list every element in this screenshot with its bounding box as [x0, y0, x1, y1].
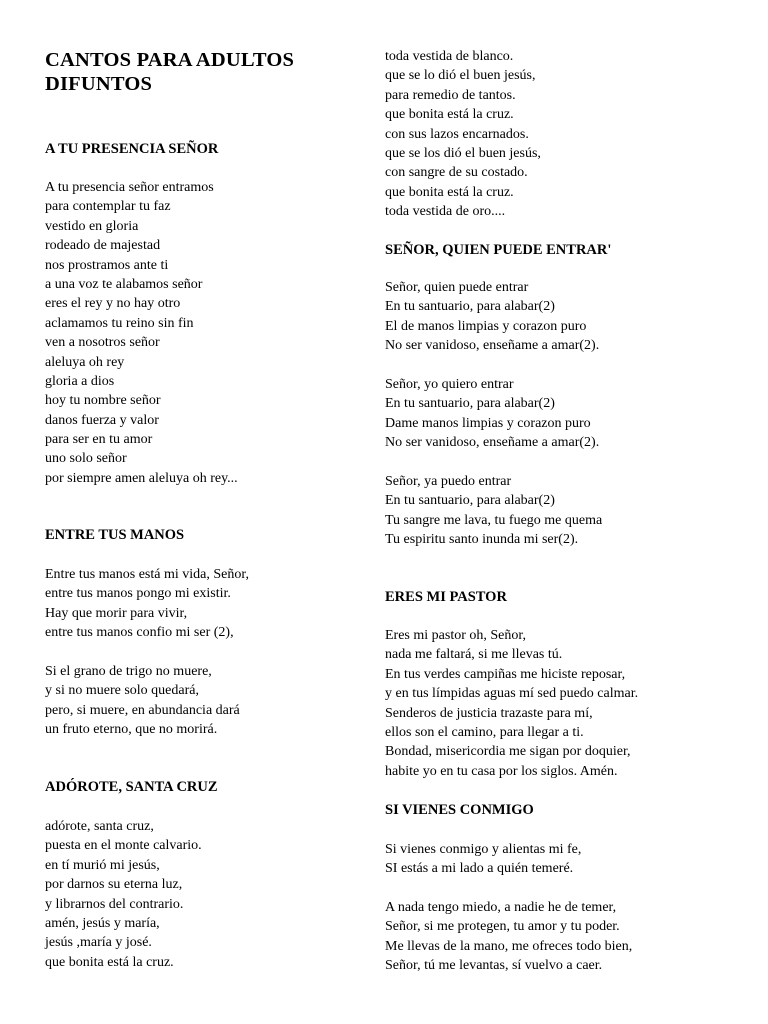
lyric-line: En tus verdes campiñas me hiciste reposar, — [385, 666, 626, 682]
lyric-line: Dame manos limpias y corazon puro — [385, 415, 591, 431]
lyric-line: A nada tengo miedo, a nadie he de temer, — [385, 900, 617, 915]
song-title: ENTRE TUS MANOS — [45, 527, 185, 543]
stanza — [45, 565, 249, 643]
lyric-line: Entre tus manos está mi vida, Señor, — [45, 567, 249, 582]
document-title-line: DIFUNTOS — [45, 73, 153, 95]
lyric-line: Me llevas de la mano, me ofreces todo bien, — [385, 938, 633, 954]
lyric-line: amén, jesús y maría, — [45, 915, 160, 931]
lyric-line: rodeado de majestad — [45, 238, 161, 254]
lyric-line: Si el grano de trigo no muere, — [45, 664, 212, 679]
stanza — [385, 472, 602, 550]
document-title-line: CANTOS PARA ADULTOS — [45, 49, 295, 71]
lyric-line: Señor, yo quiero entrar — [385, 377, 514, 392]
lyric-line: No ser vanidoso, enseñame a amar(2). — [385, 338, 600, 354]
lyric-line: que se lo dió el buen jesús, — [385, 68, 536, 84]
lyric-line: para remedio de tantos. — [385, 87, 516, 103]
song-title: SEÑOR, QUIEN PUEDE ENTRAR' — [385, 242, 612, 258]
lyric-line: En tu santuario, para alabar(2) — [385, 299, 555, 315]
lyric-line: eres el rey y no hay otro — [45, 296, 181, 312]
lyric-line: con sangre de su costado. — [385, 165, 528, 181]
stanza — [385, 840, 581, 879]
stanza — [385, 47, 541, 222]
lyric-line: uno solo señor — [45, 451, 127, 467]
lyric-line: En tu santuario, para alabar(2) — [385, 396, 555, 412]
lyric-line: para contemplar tu faz — [45, 199, 171, 215]
lyric-line: aclamamos tu reino sin fin — [45, 315, 194, 331]
lyric-line: Señor, ya puedo entrar — [385, 474, 512, 489]
lyric-line: para ser en tu amor — [45, 432, 153, 448]
lyric-line: y en tus límpidas aguas mí sed puedo calmar. — [385, 686, 639, 702]
lyric-line: toda vestida de oro.... — [385, 204, 506, 220]
lyric-line: gloria a dios — [45, 373, 115, 389]
lyric-line: habite yo en tu casa por los siglos. Amén. — [385, 763, 618, 779]
lyric-line: ven a nosotros señor — [45, 335, 160, 351]
lyric-line: puesta en el monte calvario. — [45, 838, 202, 854]
song-title: ADÓROTE, SANTA CRUZ — [45, 779, 218, 795]
lyric-line: Bondad, misericordia me sigan por doquier, — [385, 744, 631, 760]
stanza — [385, 898, 632, 976]
stanza — [385, 626, 638, 781]
stanza — [385, 375, 599, 453]
lyric-line: que bonita está la cruz. — [385, 184, 514, 200]
song-title: ERES MI PASTOR — [385, 589, 507, 605]
lyric-line: En tu santuario, para alabar(2) — [385, 493, 555, 509]
lyric-line: adórote, santa cruz, — [45, 819, 154, 834]
lyric-line: Hay que morir para vivir, — [45, 605, 188, 621]
lyric-line: en tí murió mi jesús, — [45, 857, 160, 873]
lyric-line: entre tus manos pongo mi existir. — [45, 586, 231, 602]
document-title — [45, 48, 294, 96]
lyric-line: por siempre amen aleluya oh rey... — [45, 470, 238, 486]
lyric-line: nada me faltará, si me llevas tú. — [385, 647, 563, 663]
lyric-line: Señor, tú me levantas, sí vuelvo a caer. — [385, 958, 603, 974]
lyric-line: danos fuerza y valor — [45, 412, 159, 428]
lyric-line: Senderos de justicia trazaste para mí, — [385, 705, 593, 721]
lyric-line: pero, si muere, en abundancia dará — [45, 702, 240, 718]
lyric-line: El de manos limpias y corazon puro — [385, 318, 587, 334]
lyric-line: A tu presencia señor entramos — [45, 180, 214, 195]
lyric-line: vestido en gloria — [45, 218, 139, 234]
lyric-line: jesús ,maría y josé. — [45, 935, 152, 951]
lyric-line: ellos son el camino, para llegar a ti. — [385, 724, 584, 740]
lyric-line: por darnos su eterna luz, — [45, 877, 183, 893]
stanza — [385, 278, 599, 356]
song-title: A TU PRESENCIA SEÑOR — [45, 141, 219, 157]
stanza — [45, 662, 240, 740]
lyric-line: entre tus manos confio mi ser (2), — [45, 625, 234, 641]
lyric-line: que bonita está la cruz. — [45, 954, 174, 970]
lyric-line: hoy tu nombre señor — [45, 393, 161, 409]
stanza — [45, 178, 238, 488]
lyric-line: No ser vanidoso, enseñame a amar(2). — [385, 435, 600, 451]
lyric-line: Tu sangre me lava, tu fuego me quema — [385, 512, 603, 528]
stanza — [45, 817, 202, 972]
lyric-line: Señor, si me protegen, tu amor y tu poder. — [385, 919, 620, 935]
lyric-line: Si vienes conmigo y alientas mi fe, — [385, 842, 582, 857]
lyric-line: con sus lazos encarnados. — [385, 126, 529, 142]
lyric-line: Señor, quien puede entrar — [385, 280, 529, 295]
lyric-line: y si no muere solo quedará, — [45, 683, 199, 699]
song-title: SI VIENES CONMIGO — [385, 802, 534, 818]
lyric-line: y librarnos del contrario. — [45, 896, 184, 912]
lyric-line: que bonita está la cruz. — [385, 107, 514, 123]
lyric-line: toda vestida de blanco. — [385, 49, 514, 64]
lyric-line: Eres mi pastor oh, Señor, — [385, 628, 526, 643]
lyric-line: que se los dió el buen jesús, — [385, 145, 541, 161]
lyric-line: a una voz te alabamos señor — [45, 276, 203, 292]
lyric-line: aleluya oh rey — [45, 354, 125, 370]
lyric-line: un fruto eterno, que no morirá. — [45, 722, 218, 738]
lyric-line: SI estás a mi lado a quién temeré. — [385, 861, 574, 877]
lyric-line: Tu espiritu santo inunda mi ser(2). — [385, 532, 579, 548]
lyric-line: nos prostramos ante ti — [45, 257, 169, 273]
